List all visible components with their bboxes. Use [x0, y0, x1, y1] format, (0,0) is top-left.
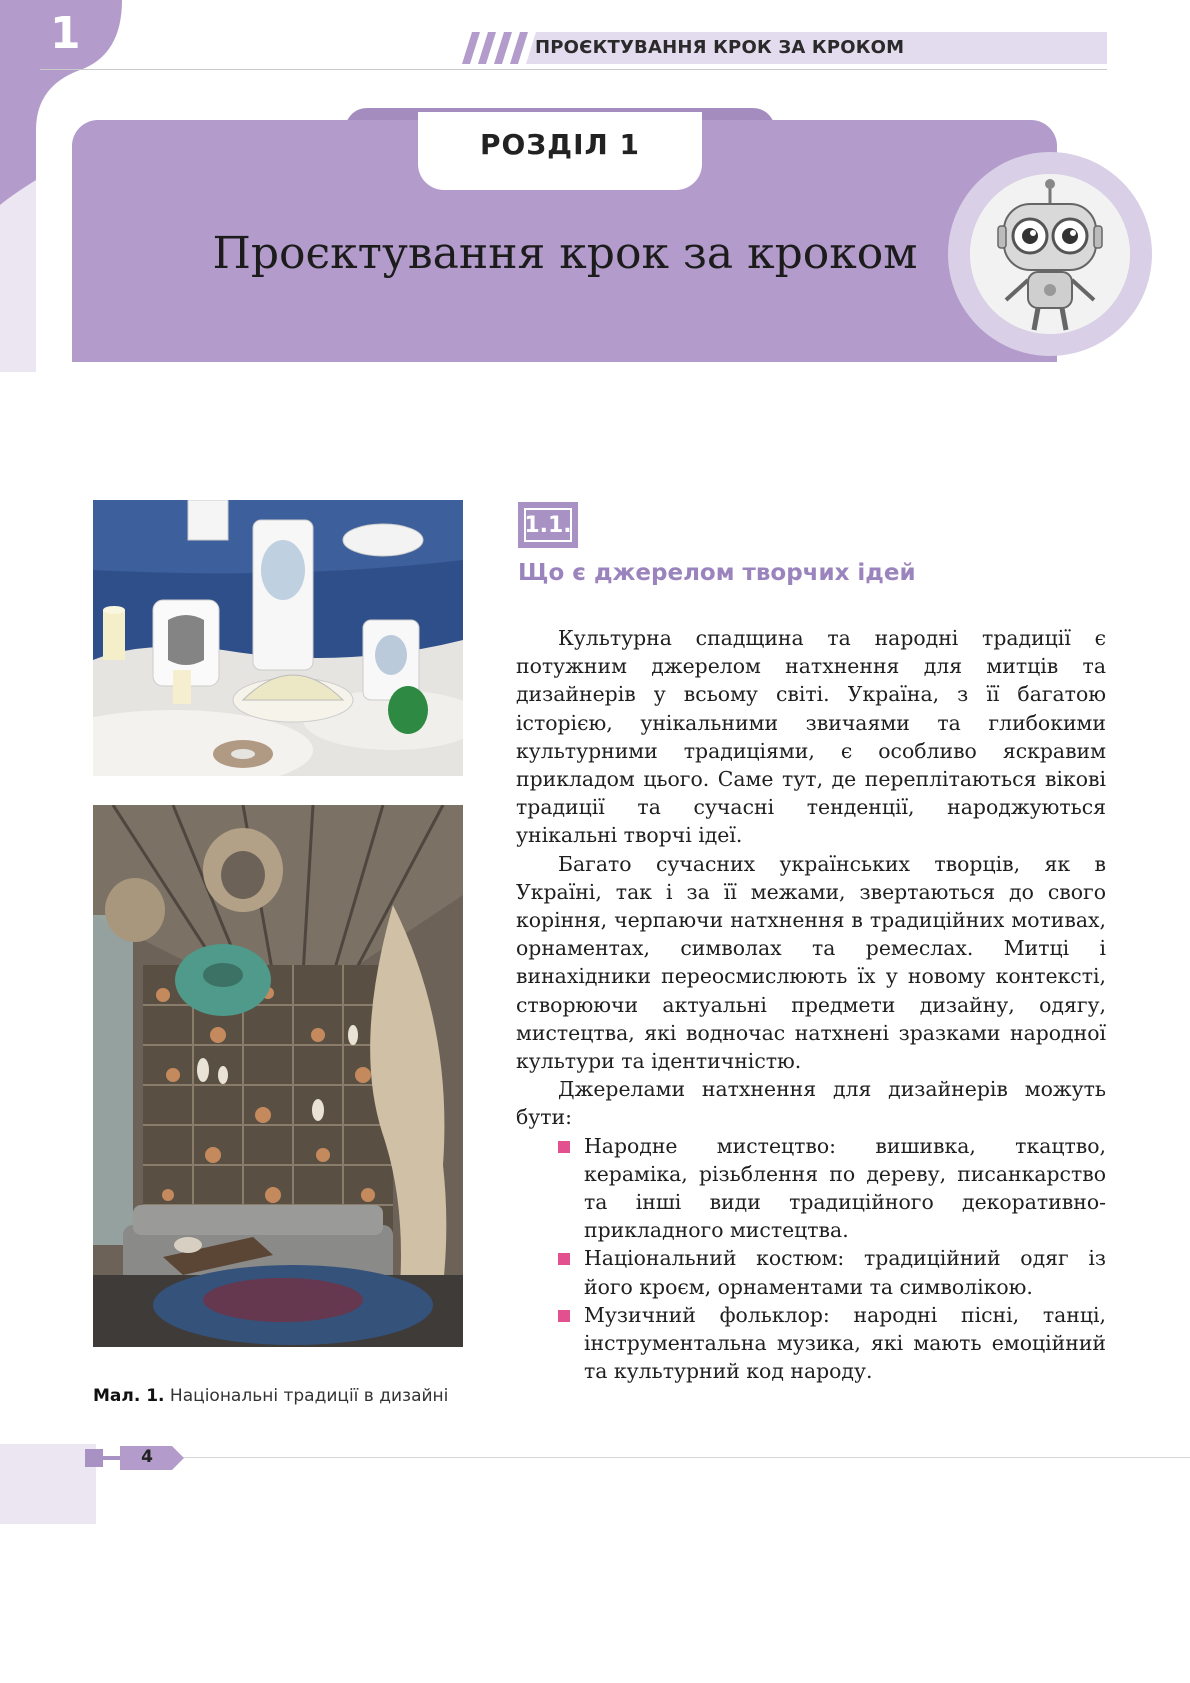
page-marker-square	[85, 1449, 103, 1467]
tableware-image	[93, 500, 463, 776]
photo-tableware	[93, 500, 463, 776]
footer-divider	[96, 1457, 1190, 1458]
section-heading: Що є джерелом творчих ідей	[518, 560, 916, 586]
list-item: Музичний фольклор: народні пісні, танці, інструментальна музика, які мають емоційний та культурний код народу.	[516, 1301, 1106, 1386]
figure-caption-label: Мал. 1.	[93, 1386, 165, 1406]
figure-caption-text: Національні традиції в дизайні	[169, 1386, 449, 1406]
bullet-square-icon	[558, 1310, 570, 1322]
footer-block	[0, 1444, 96, 1524]
list-item: Національний костюм: традиційний одяг із його кроєм, орнаментами та символікою.	[516, 1244, 1106, 1300]
section-label: РОЗДІЛ 1	[479, 128, 641, 161]
chapter-title: Проєктування крок за кроком	[212, 228, 918, 279]
section-number: 1.1.	[524, 508, 572, 542]
photo-interior	[93, 805, 463, 1347]
body-text	[516, 624, 1106, 1385]
paragraph: Багато сучасних українських творців, як в Україні, так і за її межами, звертаються до свого коріння, черпаючи натхнення в традиційних мотивах, орнаментах, символах та ремеслах. Митці і винахідники переосмислюють їх у новому контексті, створюючи актуальні предмети дизайну, одягу, мистецтва, які водночас натхнені зразками народної культури та ідентичністю.	[516, 851, 1106, 1074]
section-number-badge	[518, 502, 578, 548]
paragraph: Джерелами натхнення для дизайнерів можуть бути:	[516, 1077, 1106, 1130]
running-header-title: ПРОЄКТУВАННЯ КРОК ЗА КРОКОМ	[535, 37, 905, 58]
header-divider	[40, 69, 1107, 70]
robot-illustration	[970, 174, 1130, 334]
bullet-square-icon	[558, 1141, 570, 1153]
bullet-square-icon	[558, 1253, 570, 1265]
list-item: Народне мистецтво: вишивка, ткацтво, кераміка, різьблення по дереву, писанкарство та інші види традиційного декоративно-прикладного мистецтва.	[516, 1132, 1106, 1245]
page-number: 4	[141, 1447, 153, 1467]
inspiration-list	[516, 1132, 1106, 1386]
paragraph: Культурна спадщина та народні традиції є потужним джерелом натхнення для митців та дизайнерів у всьому світі. Україна, з її багатою історією, унікальними звичаями та глибокими культурними традиціями, є особливо яскравим прикладом цього. Саме тут, де переплітаються вікові традиції та сучасні тенденції, народжуються унікальні творчі ідеї.	[516, 626, 1106, 848]
figure-caption	[93, 1386, 448, 1406]
interior-image	[93, 805, 463, 1347]
robot-icon	[970, 174, 1130, 334]
chapter-number: 1	[50, 8, 81, 59]
page-marker-bar	[103, 1456, 121, 1460]
